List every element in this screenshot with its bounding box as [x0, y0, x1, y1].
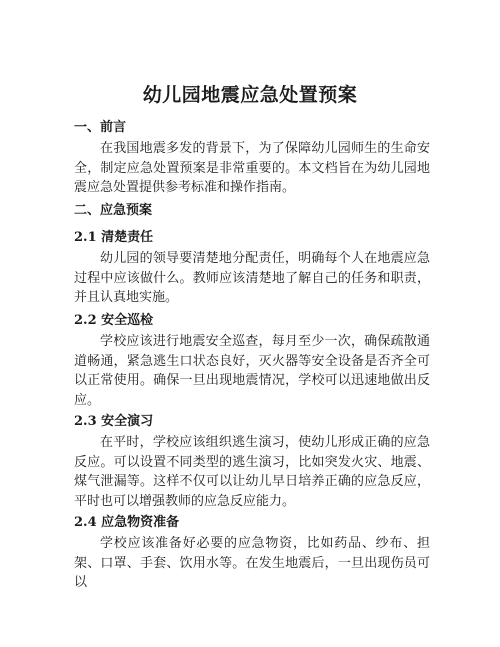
subsection-heading-safety-inspection: 2.2 安全巡检: [74, 313, 154, 328]
subsection-heading-responsibility: 2.1 清楚责任: [74, 230, 154, 245]
paragraph-preface: 在我国地震多发的背景下，为了保障幼儿园师生的生命安全，制定应急处置预案是非常重要的。本文档旨在为幼儿园地震应急处置提供参考标准和操作指南。: [74, 141, 430, 195]
section-heading-emergency-plan: 二、应急预案: [74, 203, 153, 218]
section-heading-preface: 一、前言: [74, 120, 127, 135]
paragraph-safety-inspection: 学校应该进行地震安全巡查，每月至少一次，确保疏散通道畅通，紧急逃生口状态良好，灭火器等安全设备是否齐全可以正常使用。确保一旦出现地震情况，学校可以迅速地做出反应。: [74, 334, 430, 408]
paragraph-safety-drill: 在平时，学校应该组织逃生演习，使幼儿形成正确的应急反应。可以设置不同类型的逃生演习，比如突发火灾、地震、煤气泄漏等。这样不仅可以让幼儿早日培养正确的应急反应，平时也可以增强教师的应急反应能力。: [74, 435, 430, 509]
subsection-heading-emergency-supplies: 2.4 应急物资准备: [74, 515, 180, 530]
paragraph-responsibility: 幼儿园的领导要清楚地分配责任，明确每个人在地震应急过程中应该做什么。教师应该清楚地了解自己的任务和职责，并且认真地实施。: [74, 251, 430, 305]
subsection-heading-safety-drill: 2.3 安全演习: [74, 414, 154, 429]
paragraph-emergency-supplies: 学校应该准备好必要的应急物资，比如药品、纱布、担架、口罩、手套、饮用水等。在发生地震后，一旦出现伤员可以: [74, 536, 430, 590]
document-title: 幼儿园地震应急处置预案: [142, 84, 358, 106]
